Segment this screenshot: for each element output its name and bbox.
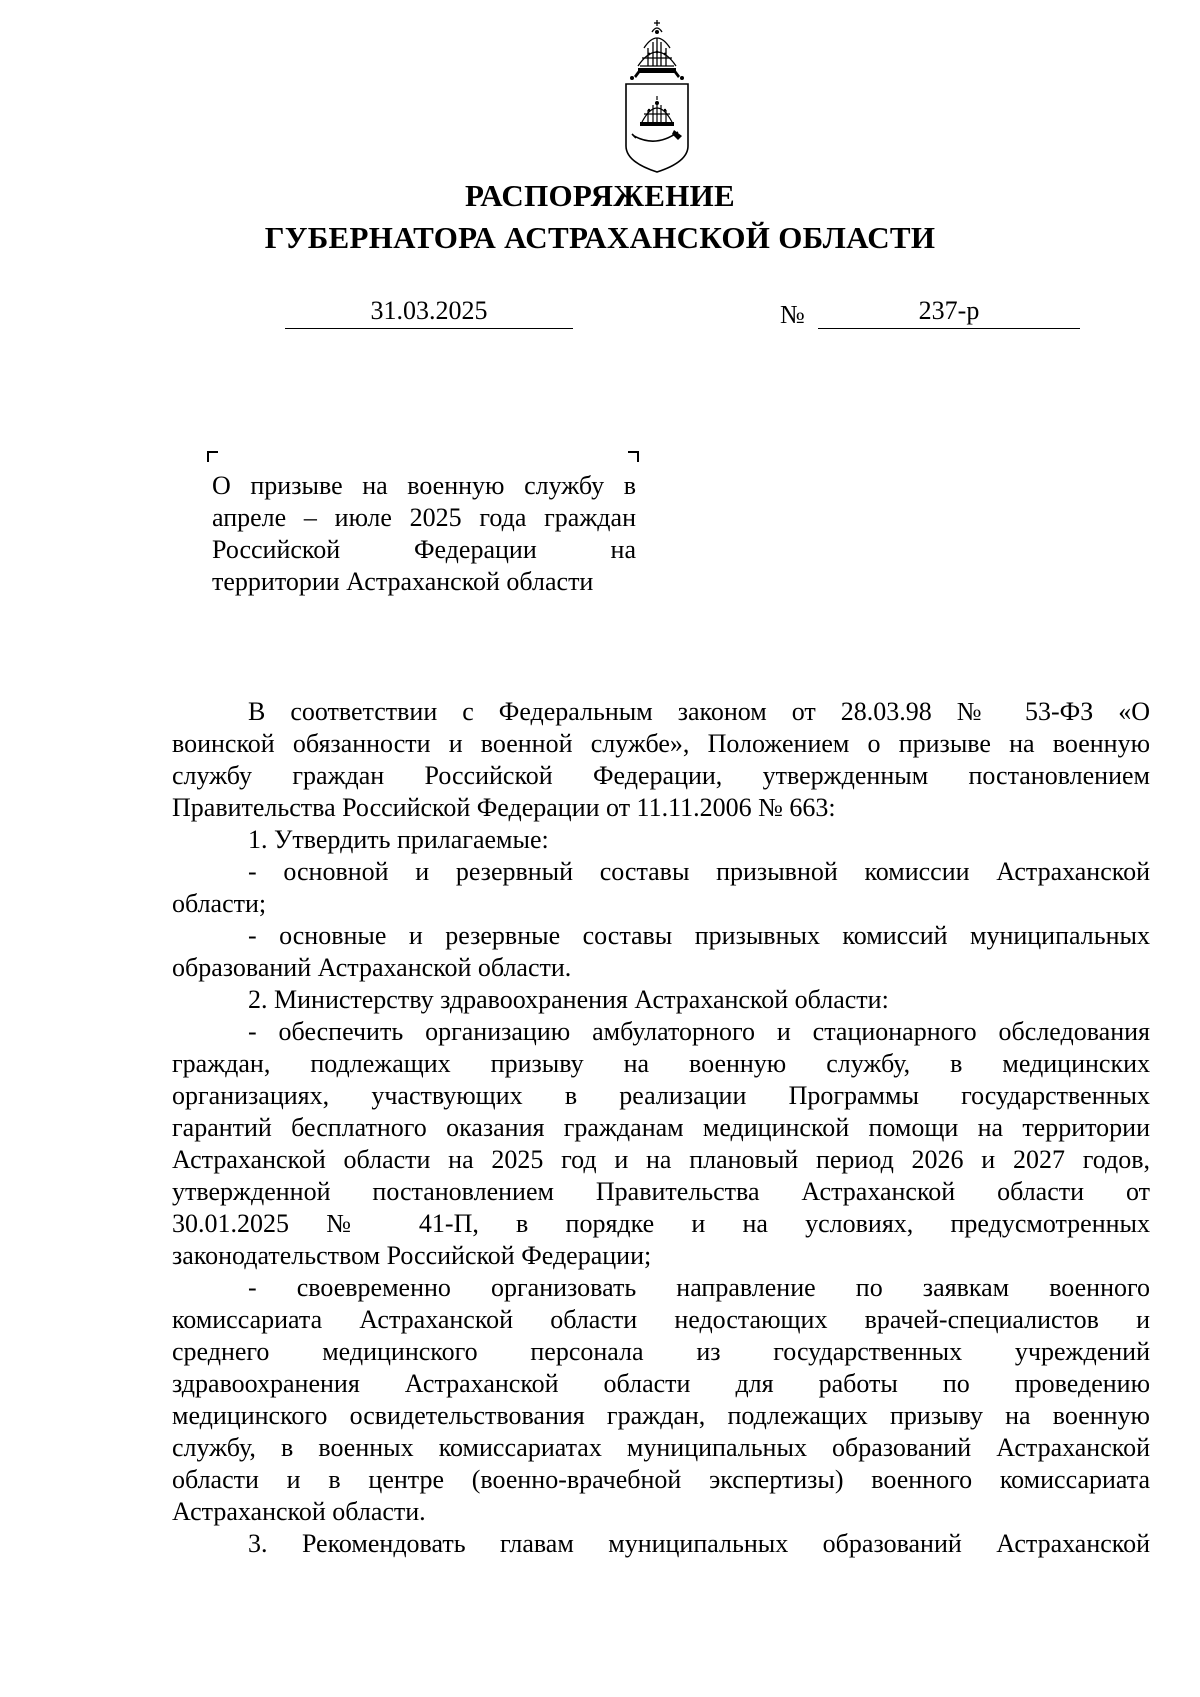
subject-corner-mark-right: [628, 451, 639, 462]
body-line: службу, в военных комиссариатах муниципальных образований Астраханской: [172, 1433, 1150, 1462]
body-line: - основной и резервный составы призывной комиссии Астраханской: [248, 857, 1150, 886]
document-number: 237-р: [818, 296, 1080, 329]
astrakhan-coat-of-arms-icon: [618, 18, 696, 174]
body-line: Астраханской области.: [172, 1497, 426, 1526]
body-line: образований Астраханской области.: [172, 953, 572, 982]
body-line: комиссариата Астраханской области недостающих врачей-специалистов и: [172, 1305, 1150, 1334]
body-line: среднего медицинского персонала из государственных учреждений: [172, 1337, 1150, 1366]
body-line: - своевременно организовать направление по заявкам военного: [248, 1273, 1150, 1302]
body-line: граждан, подлежащих призыву на военную службу, в медицинских: [172, 1049, 1150, 1078]
document-date: 31.03.2025: [285, 296, 573, 329]
body-line: утвержденной постановлением Правительства Астраханской области от: [172, 1177, 1150, 1206]
body-line: законодательством Российской Федерации;: [172, 1241, 652, 1270]
body-line: Правительства Российской Федерации от 11.11.2006 № 663:: [172, 793, 836, 822]
body-line: медицинского освидетельствования граждан, подлежащих призыву на военную: [172, 1401, 1150, 1430]
body-line: воинской обязанности и военной службе», Положением о призыве на военную: [172, 729, 1150, 758]
body-line: 30.01.2025 № 41-П, в порядке и на условиях, предусмотренных: [172, 1209, 1150, 1238]
body-line: 1. Утвердить прилагаемые:: [248, 825, 549, 854]
number-sign: №: [780, 300, 805, 329]
subject-line: О призыве на военную службу в: [212, 471, 636, 500]
body-line: 2. Министерству здравоохранения Астраханской области:: [248, 985, 889, 1014]
body-line: области;: [172, 889, 267, 918]
body-line: - обеспечить организацию амбулаторного и стационарного обследования: [248, 1017, 1150, 1046]
body-line: В соответствии с Федеральным законом от 28.03.98 № 53-ФЗ «О: [248, 697, 1150, 726]
body-line: службу граждан Российской Федерации, утвержденным постановлением: [172, 761, 1150, 790]
body-line: - основные и резервные составы призывных комиссий муниципальных: [248, 921, 1150, 950]
document-title: РАСПОРЯЖЕНИЕ: [464, 178, 736, 213]
subject-line: апреле – июле 2025 года граждан: [212, 503, 636, 532]
body-line: организациях, участвующих в реализации Программы государственных: [172, 1081, 1150, 1110]
document-subject: [212, 470, 636, 598]
subject-line: Российской Федерации на: [212, 535, 636, 564]
subject-corner-mark-left: [207, 451, 218, 462]
body-line: области и в центре (военно-врачебной экспертизы) военного комиссариата: [172, 1465, 1150, 1494]
body-line: здравоохранения Астраханской области для работы по проведению: [172, 1369, 1150, 1398]
body-line: гарантий бесплатного оказания гражданам медицинской помощи на территории: [172, 1113, 1150, 1142]
document-body: [172, 696, 1150, 1560]
body-line: 3. Рекомендовать главам муниципальных образований Астраханской: [248, 1529, 1150, 1558]
body-line: Астраханской области на 2025 год и на плановый период 2026 и 2027 годов,: [172, 1145, 1150, 1174]
subject-line: территории Астраханской области: [212, 567, 594, 596]
document-issuer: ГУБЕРНАТОРА АСТРАХАНСКОЙ ОБЛАСТИ: [264, 220, 936, 255]
